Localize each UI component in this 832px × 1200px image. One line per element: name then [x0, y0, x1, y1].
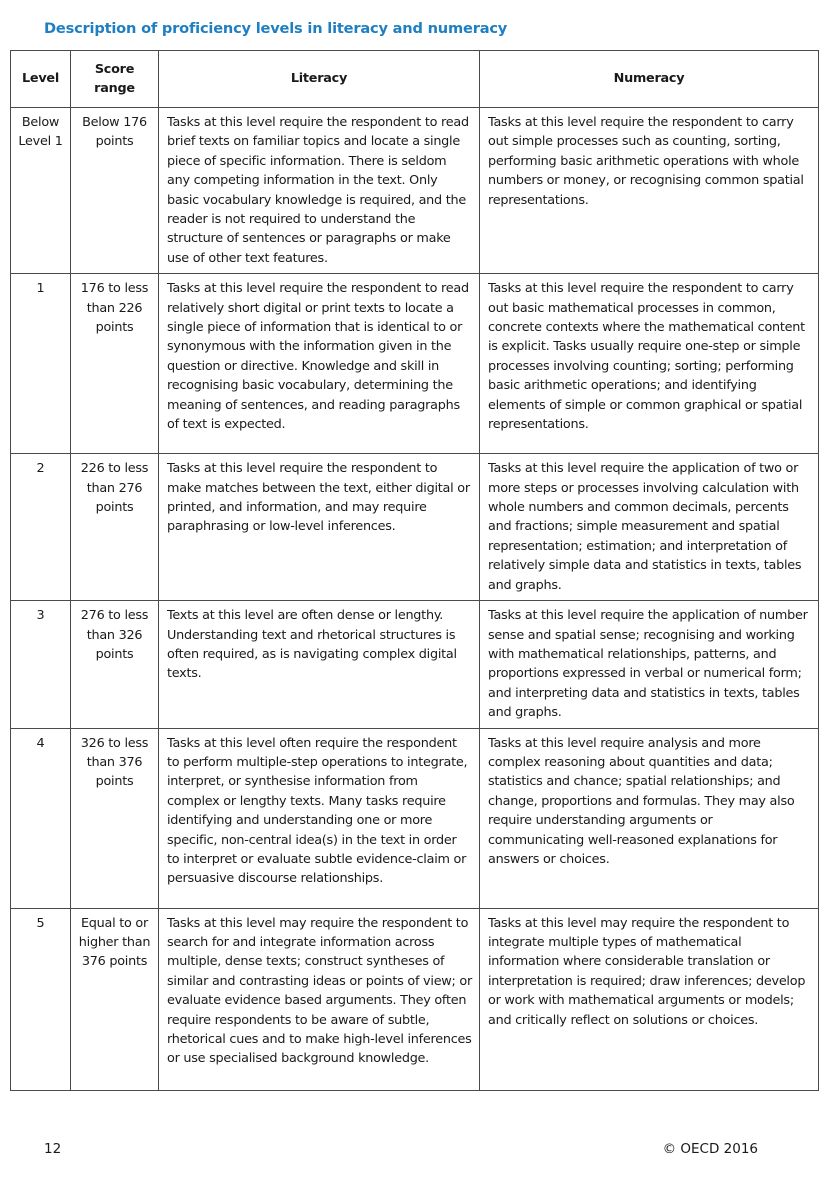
table-row: [11, 601, 819, 728]
header-literacy: Literacy: [159, 51, 480, 108]
header-level: Level: [11, 51, 71, 108]
score-range-cell: 276 to less than 326 points: [71, 601, 159, 728]
literacy-cell: Tasks at this level may require the respondent to search for and integrate information across multiple, dense texts; construct syntheses of similar and contrasting ideas or points of view; or evaluate evidence based arguments. They often require respondents to be aware of subtle, rhetorical cues and to make high-level inferences or use specialised background knowledge.: [159, 908, 480, 1090]
score-range-cell: Below 176 points: [71, 108, 159, 274]
literacy-cell: Tasks at this level often require the respondent to perform multiple-step operations to integrate, interpret, or synthesise information from complex or lengthy texts. Many tasks require identifying and understanding one or more specific, non-central idea(s) in the text in order to interpret or evaluate subtle evidence-claim or persuasive discourse relationships.: [159, 728, 480, 908]
table-row: [11, 274, 819, 454]
level-cell: 4: [11, 728, 71, 908]
header-score-range: Score range: [71, 51, 159, 108]
level-cell: 2: [11, 454, 71, 601]
page-title: Description of proficiency levels in literacy and numeracy: [44, 20, 508, 37]
numeracy-cell: Tasks at this level may require the respondent to integrate multiple types of mathematical information where considerable translation or interpretation is required; draw inferences; develop or work with mathematical arguments or models; and critically reflect on solutions or choices.: [480, 908, 819, 1090]
score-range-cell: 226 to less than 276 points: [71, 454, 159, 601]
page-number: 12: [44, 1141, 62, 1157]
literacy-cell: Tasks at this level require the respondent to read brief texts on familiar topics and locate a single piece of specific information. There is seldom any competing information in the text. Only basic vocabulary knowledge is required, and the reader is not required to understand the structure of sentences or paragraphs or make use of other text features.: [159, 108, 480, 274]
numeracy-cell: Tasks at this level require the respondent to carry out simple processes such as counting, sorting, performing basic arithmetic operations with whole numbers or money, or recognising common spatial representations.: [480, 108, 819, 274]
level-cell: Below Level 1: [11, 108, 71, 274]
score-range-cell: 326 to less than 376 points: [71, 728, 159, 908]
table-row: [11, 108, 819, 274]
numeracy-cell: Tasks at this level require the application of two or more steps or processes involving calculation with whole numbers and common decimals, percents and fractions; simple measurement and spatial representation; estimation; and interpretation of relatively simple data and statistics in texts, tables and graphs.: [480, 454, 819, 601]
table-header-row: [11, 51, 819, 108]
level-cell: 1: [11, 274, 71, 454]
literacy-cell: Texts at this level are often dense or lengthy. Understanding text and rhetorical structures is often required, as is navigating complex digital texts.: [159, 601, 480, 728]
proficiency-table: [10, 50, 819, 1091]
score-range-cell: Equal to or higher than 376 points: [71, 908, 159, 1090]
header-numeracy: Numeracy: [480, 51, 819, 108]
numeracy-cell: Tasks at this level require the respondent to carry out basic mathematical processes in common, concrete contexts where the mathematical content is explicit. Tasks usually require one-step or simple processes involving counting; sorting; performing basic arithmetic operations; and identifying elements of simple or common graphical or spatial representations.: [480, 274, 819, 454]
numeracy-cell: Tasks at this level require analysis and more complex reasoning about quantities and data; statistics and chance; spatial relationships; and change, proportions and formulas. They may also require understanding arguments or communicating well-reasoned explanations for answers or choices.: [480, 728, 819, 908]
level-cell: 3: [11, 601, 71, 728]
literacy-cell: Tasks at this level require the respondent to make matches between the text, either digital or printed, and information, and may require paraphrasing or low-level inferences.: [159, 454, 480, 601]
level-cell: 5: [11, 908, 71, 1090]
table-row: [11, 728, 819, 908]
table-row: [11, 454, 819, 601]
copyright-notice: © OECD 2016: [662, 1141, 758, 1157]
literacy-cell: Tasks at this level require the respondent to read relatively short digital or print texts to locate a single piece of information that is identical to or synonymous with the information given in the question or directive. Knowledge and skill in recognising basic vocabulary, determining the meaning of sentences, and reading paragraphs of text is expected.: [159, 274, 480, 454]
numeracy-cell: Tasks at this level require the application of number sense and spatial sense; recognising and working with mathematical relationships, patterns, and proportions expressed in verbal or numerical form; and interpreting data and statistics in texts, tables and graphs.: [480, 601, 819, 728]
score-range-cell: 176 to less than 226 points: [71, 274, 159, 454]
table-row: [11, 908, 819, 1090]
